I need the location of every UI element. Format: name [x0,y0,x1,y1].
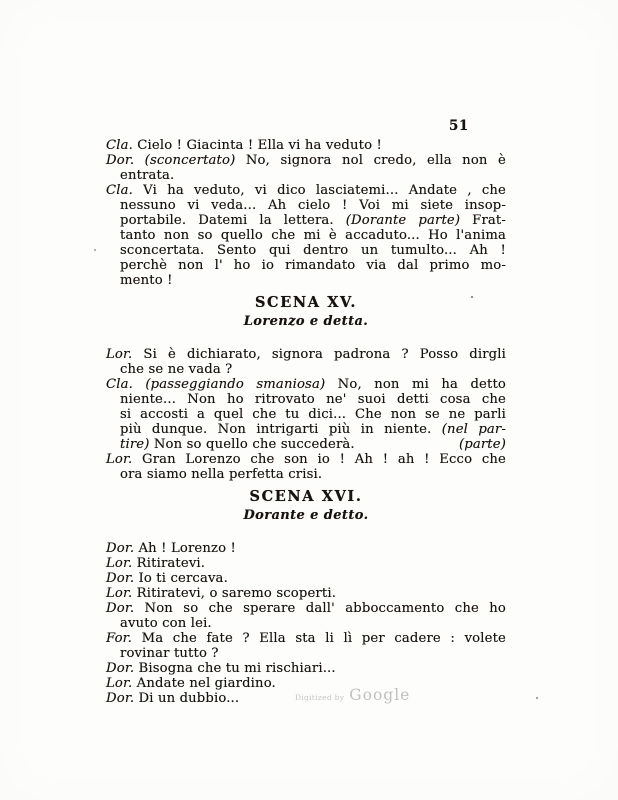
text-line [106,377,506,392]
dialogue-text: Si è dichiarato, signora padrona ? Posso dirgli [132,347,506,362]
text-line [106,407,506,422]
speaker-label: Cla. [106,138,133,153]
text-line [106,571,506,586]
dialogue-text: Di un dubbio... [134,691,240,706]
dialogue-text: Bisogna che tu mi rischiari... [134,661,336,676]
dialogue-text: Gran Lorenzo che son io ! Ah ! ah ! Ecco che [132,452,506,467]
dialogue-text: niente... Non ho ritrovato ne' suoi detti cosa che [120,392,506,407]
dialogue-text: Non so quello che succederà. [149,437,355,452]
text-line [106,153,506,168]
text-line [106,467,506,482]
speaker-label: Dor. [106,541,135,556]
scan-speck [536,697,538,699]
speaker-label: Dor. [106,601,135,616]
text-line [106,347,506,362]
stage-direction: (sconcertato) [134,153,236,168]
dialogue-text: Vi ha veduto, vi dico lasciatemi... Andate , che [132,183,506,198]
watermark [295,686,410,704]
speaker-label: Cla. [106,183,133,198]
dialogue-text: ora siamo nella perfetta crisi. [120,467,323,482]
text-line [106,183,506,198]
text-line [106,228,506,243]
speaker-label: Cla. [106,377,133,392]
dialogue-text: Io ti cercava. [134,571,228,586]
dialogue-text: Ma che fate ? Ella sta li lì per cadere : volete [132,631,506,646]
text-line [106,556,506,571]
text-line [106,646,506,661]
google-logo-text: Google [349,686,411,704]
dialogue-text: entrata. [120,168,175,183]
text-line [106,601,506,616]
stage-direction: (nel par- [441,422,506,437]
stage-direction: (passeggiando smaniosa) [132,377,326,392]
text-line [106,168,506,183]
dialogue-text: Ritiratevi, o saremo scoperti. [132,586,337,601]
text-line [106,362,506,377]
dialogue-text: Frat- [460,213,506,228]
text-line [106,258,506,273]
dialogue-text: più dunque. Non intrigarti più in niente. [120,422,442,437]
text-line [106,243,506,258]
text-line [106,586,506,601]
text-line [106,138,506,153]
scene-heading: SCENA XVI. [249,488,363,505]
dialogue-text: mento ! [120,273,173,288]
watermark-digitized-by: Digitized by [295,693,345,702]
dialogue-text: Ah ! Lorenzo ! [134,541,236,556]
dialogue-text: No, non mi ha detto [325,377,506,392]
speaker-label: For. [106,631,133,646]
dialogue-text: Cielo ! Giacinta ! Ella vi ha veduto ! [132,138,382,153]
dialogue-text: rovinar tutto ? [120,646,219,661]
dialogue-text: perchè non l' ho io rimandato via dal primo mo- [120,258,506,273]
dialogue-text: Non so che sperare dall' abboccamento che ho [134,601,506,616]
dialogue-text: Ritiratevi. [132,556,206,571]
page-number: 51 [449,118,469,134]
text-line [106,631,506,646]
text-line [106,452,506,467]
dialogue-text: portabile. Datemi la lettera. [120,213,346,228]
dialogue-text: No, signora nol credo, ella non è [235,153,506,168]
scene-subheading: Dorante e detto. [243,508,369,523]
speaker-label: Lor. [106,347,133,362]
speaker-label: Dor. [106,661,135,676]
speaker-label: Lor. [106,676,133,691]
text-line [106,437,506,452]
text-line [106,616,506,631]
speaker-label: Dor. [106,571,135,586]
text-line [106,392,506,407]
text-line [106,541,506,556]
text-line [106,422,506,437]
speaker-label: Lor. [106,452,133,467]
speaker-label: Dor. [106,153,135,168]
text-line [106,213,506,228]
stage-direction: tire) [120,437,150,452]
dialogue-text: sconcertata. Sento qui dentro un tumulto... Ah ! [120,243,506,258]
text-line [106,273,506,288]
stage-direction-right: (parte) [458,437,506,452]
scene-heading: SCENA XV. [254,294,358,311]
scene-subheading: Lorenzo e detta. [243,314,369,329]
dialogue-text: che se ne vada ? [120,362,233,377]
dialogue-text: Andate nel giardino. [132,676,276,691]
speaker-label: Lor. [106,556,133,571]
speaker-label: Lor. [106,586,133,601]
text-column [106,138,506,706]
speaker-label: Dor. [106,691,135,706]
dialogue-text: si accosti a quel che tu dici... Che non se ne parli [120,407,506,422]
scan-speck [94,249,96,251]
dialogue-text: tanto non so quello che mi è accaduto... Ho l'anima [120,228,506,243]
dialogue-text: nessuno vi veda... Ah cielo ! Voi mi siete insop- [120,198,506,213]
text-line [106,198,506,213]
text-line [106,661,506,676]
stage-direction: (Dorante parte) [345,213,461,228]
scan-speck [471,296,473,298]
dialogue-text: avuto con lei. [120,616,212,631]
